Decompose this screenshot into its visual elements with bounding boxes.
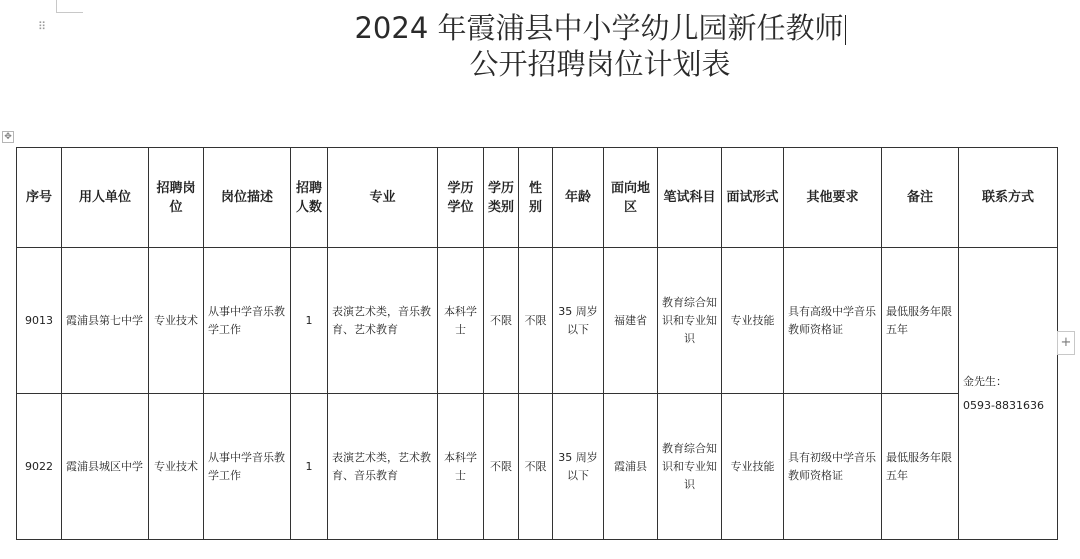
drag-dots-icon[interactable]: ⠿ — [38, 20, 46, 33]
cell-contact[interactable] — [959, 248, 1058, 540]
header-cell: 用人单位 — [62, 148, 149, 248]
cell-exam[interactable]: 教育综合知识和专业知识 — [658, 394, 722, 540]
cell-id[interactable]: 9013 — [17, 248, 62, 394]
cell-id[interactable]: 9022 — [17, 394, 62, 540]
cell-degree[interactable]: 本科学士 — [438, 394, 484, 540]
header-cell: 专业 — [328, 148, 438, 248]
cell-degree[interactable]: 本科学士 — [438, 248, 484, 394]
contact-phone: 0593-8831636 — [963, 398, 1044, 412]
cell-interview[interactable]: 专业技能 — [722, 394, 784, 540]
cell-remark[interactable]: 最低服务年限五年 — [882, 248, 959, 394]
cell-other-requirements[interactable]: 具有高级中学音乐教师资格证 — [784, 248, 882, 394]
cell-gender[interactable]: 不限 — [519, 248, 553, 394]
text-cursor — [845, 15, 846, 45]
title-line-2: 公开招聘岗位计划表 — [469, 47, 731, 81]
header-cell: 序号 — [17, 148, 62, 248]
page-corner-mark — [56, 0, 83, 13]
cell-degree-type[interactable]: 不限 — [484, 394, 519, 540]
cell-description[interactable]: 从事中学音乐教学工作 — [204, 394, 291, 540]
cell-other-requirements[interactable]: 具有初级中学音乐教师资格证 — [784, 394, 882, 540]
plus-icon[interactable]: + — [1057, 331, 1075, 355]
cell-degree-type[interactable]: 不限 — [484, 248, 519, 394]
cell-description[interactable]: 从事中学音乐教学工作 — [204, 248, 291, 394]
cell-age[interactable]: 35 周岁以下 — [553, 394, 604, 540]
header-cell: 学历学位 — [438, 148, 484, 248]
cell-count[interactable]: 1 — [291, 248, 328, 394]
header-cell: 性别 — [519, 148, 553, 248]
header-cell: 面向地区 — [604, 148, 658, 248]
cell-gender[interactable]: 不限 — [519, 394, 553, 540]
cell-remark[interactable]: 最低服务年限五年 — [882, 394, 959, 540]
contact-name: 金先生： — [963, 374, 1007, 388]
header-cell: 岗位描述 — [204, 148, 291, 248]
table-move-icon[interactable]: ✥ — [2, 131, 14, 143]
header-cell: 面试形式 — [722, 148, 784, 248]
cell-region[interactable]: 福建省 — [604, 248, 658, 394]
cell-region[interactable]: 霞浦县 — [604, 394, 658, 540]
header-cell: 笔试科目 — [658, 148, 722, 248]
table-row — [17, 394, 1058, 540]
header-cell: 其他要求 — [784, 148, 882, 248]
header-cell: 招聘人数 — [291, 148, 328, 248]
header-cell: 年龄 — [553, 148, 604, 248]
cell-employer[interactable]: 霞浦县城区中学 — [62, 394, 149, 540]
header-cell: 学历类别 — [484, 148, 519, 248]
cell-major[interactable]: 表演艺术类，艺术教育、音乐教育 — [328, 394, 438, 540]
title-line-1: 2024 年霞浦县中小学幼儿园新任教师 — [354, 11, 844, 45]
cell-major[interactable]: 表演艺术类，音乐教育、艺术教育 — [328, 248, 438, 394]
cell-age[interactable]: 35 周岁以下 — [553, 248, 604, 394]
recruitment-plan-table — [16, 147, 1058, 540]
cell-exam[interactable]: 教育综合知识和专业知识 — [658, 248, 722, 394]
header-cell: 联系方式 — [959, 148, 1058, 248]
cell-employer[interactable]: 霞浦县第七中学 — [62, 248, 149, 394]
cell-count[interactable]: 1 — [291, 394, 328, 540]
cell-position[interactable]: 专业技术 — [149, 394, 204, 540]
table-row — [17, 248, 1058, 394]
table-header-row — [17, 148, 1058, 248]
cell-position[interactable]: 专业技术 — [149, 248, 204, 394]
header-cell: 备注 — [882, 148, 959, 248]
cell-interview[interactable]: 专业技能 — [722, 248, 784, 394]
header-cell: 招聘岗位 — [149, 148, 204, 248]
page-title — [250, 10, 950, 82]
